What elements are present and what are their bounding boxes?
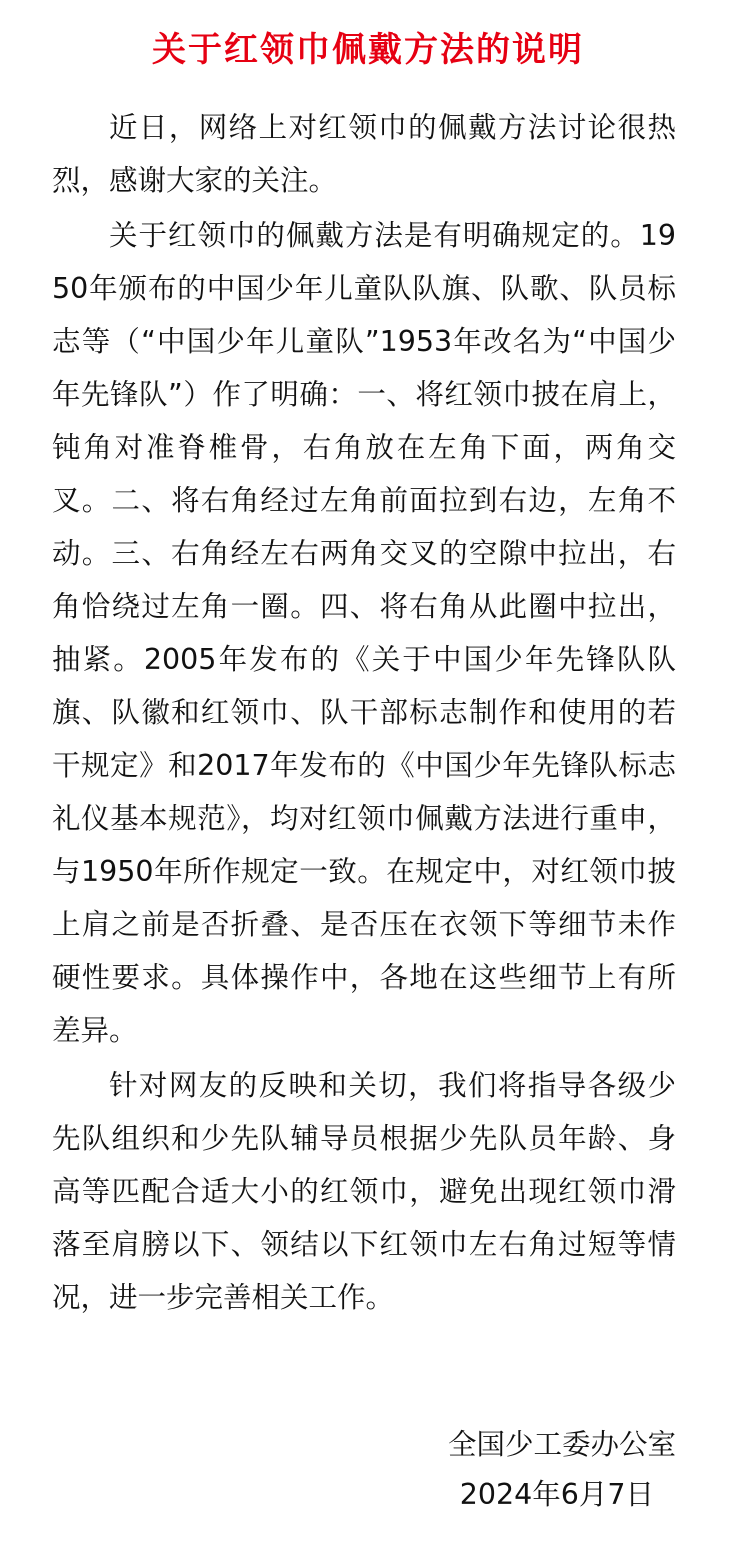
paragraph-response: 针对网友的反映和关切，我们将指导各级少先队组织和少先队辅导员根据少先队员年龄、身高等匹配合适大小的红领巾，避免出现红领巾滑落至肩膀以下、领结以下红领巾左右角过短等情况，进一步完善相关工作。 (52, 1069, 676, 1314)
document-body (52, 101, 676, 1324)
document-title: 关于红领巾佩戴方法的说明 (152, 30, 584, 70)
signature-organization: 全国少工委办公室 (447, 1428, 676, 1461)
signature-block (356, 1420, 676, 1520)
signature-date: 2024年6月7日 (459, 1478, 654, 1511)
paragraph-regulations: 关于红领巾的佩戴方法是有明确规定的。1950年颁布的中国少年儿童队队旗、队歌、队员标志等（“中国少年儿童队”1953年改名为“中国少年先锋队”）作了明确：一、将红领巾披在肩上，钝角对准脊椎骨，右角放在左角下面，两角交叉。二、将右角经过左角前面拉到右边，左角不动。三、右角经左右两角交叉的空隙中拉出，右角恰绕过左角一圈。四、将右角从此圈中拉出，抽紧。2005年发布的《关于中国少年先锋队队旗、队徽和红领巾、队干部标志制作和使用的若干规定》和2017年发布的《中国少年先锋队标志礼仪基本规范》，均对红领巾佩戴方法进行重申，与1950年所作规定一致。在规定中，对红领巾披上肩之前是否折叠、是否压在衣领下等细节未作硬性要求。具体操作中，各地在这些细节上有所差异。 (52, 219, 676, 1047)
paragraph-intro: 近日，网络上对红领巾的佩戴方法讨论很热烈，感谢大家的关注。 (52, 111, 676, 197)
